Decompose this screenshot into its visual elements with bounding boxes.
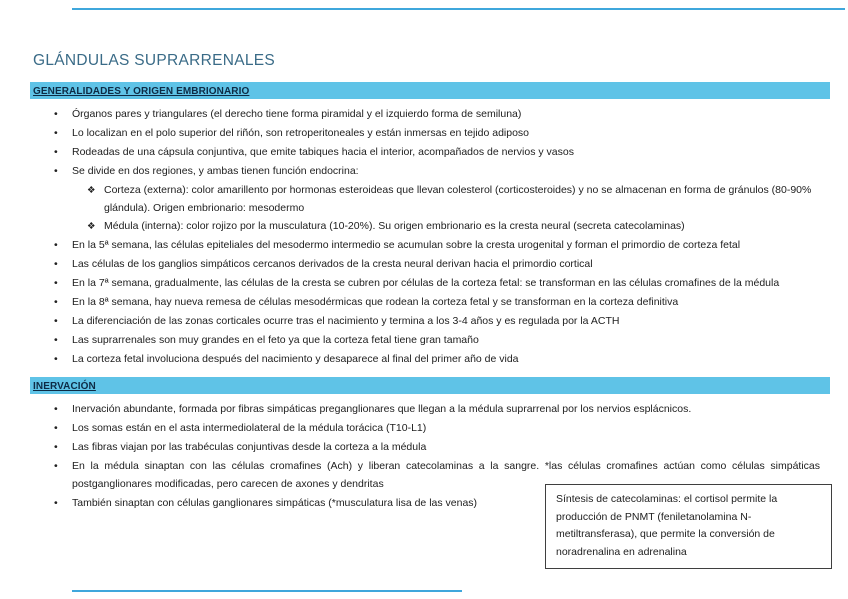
- list-item: [30, 163, 820, 181]
- top-accent-line: [72, 8, 845, 10]
- list-item: [30, 294, 820, 312]
- list-item-text: Órganos pares y triangulares (el derecho tiene forma piramidal y el izquierdo forma de semiluna): [72, 108, 522, 120]
- bullet-icon: •: [54, 127, 58, 139]
- list-item-text: La corteza fetal involuciona después del nacimiento y desaparece al final del primer año de vida: [72, 352, 519, 365]
- note-box: [545, 484, 832, 569]
- list-item: [30, 218, 820, 236]
- list-item: [30, 237, 820, 255]
- bullet-icon: •: [54, 146, 58, 158]
- bullet-icon: •: [54, 403, 58, 415]
- list-item-text: Las fibras viajan por las trabéculas conjuntivas desde la corteza a la médula: [72, 441, 427, 453]
- section-heading-label: GENERALIDADES Y ORIGEN EMBRIONARIO: [33, 86, 250, 97]
- bullet-icon: •: [54, 314, 58, 327]
- page-title: GLÁNDULAS SUPRARRENALES: [33, 52, 276, 69]
- bullet-icon: •: [54, 165, 58, 177]
- list-item-text: En la médula sinaptan con las células cromafines (Ach) y liberan catecolaminas a la sangre. *las células cromafines actúan como células simpáticas postganglionares modificadas, pero carecen de axones y dendritas: [72, 460, 820, 490]
- bottom-accent-line: [72, 590, 462, 592]
- list-item: [30, 420, 820, 438]
- list-item-text: También sinaptan con células ganglionares simpáticas (*musculatura lisa de las venas): [72, 496, 478, 509]
- section-heading: [30, 377, 830, 394]
- diamond-bullet-icon: ❖: [87, 185, 96, 196]
- list-item-text: Médula (interna): color rojizo por la musculatura (10-20%). Su origen embrionario es la cresta neural (secreta catecolaminas): [104, 220, 685, 232]
- list-item-text: En la 7ª semana, gradualmente, las células de la cresta se cubren por células de la corteza fetal: se transforman en las células cromafines de la médula: [72, 276, 780, 289]
- list-item-text: Lo localizan en el polo superior del riñón, son retroperitoneales y están inmersas en tejido adiposo: [72, 127, 530, 139]
- list-item: [30, 332, 820, 350]
- list-item: [30, 401, 820, 419]
- bullet-icon: •: [54, 441, 58, 453]
- bullet-list: [30, 106, 820, 368]
- list-item-text: Rodeadas de una cápsula conjuntiva, que emite tabiques hacia el interior, acompañados de nervios y vasos: [72, 146, 574, 158]
- list-item-text: Inervación abundante, formada por fibras simpáticas preganglionares que llegan a la médula suprarrenal por los nervios esplácnicos.: [72, 403, 692, 415]
- bullet-icon: •: [54, 295, 58, 308]
- list-item: [30, 351, 820, 369]
- list-item: [30, 182, 820, 217]
- list-item: [30, 144, 820, 162]
- section-heading-label: INERVACIÓN: [33, 381, 96, 392]
- bullet-icon: •: [54, 276, 58, 289]
- diamond-bullet-icon: ❖: [87, 221, 96, 232]
- sections-container: [30, 82, 830, 512]
- document-content: [30, 52, 830, 521]
- bullet-icon: •: [54, 422, 58, 434]
- list-item-text: Se divide en dos regiones, y ambas tienen función endocrina:: [72, 165, 359, 177]
- list-item: [30, 275, 820, 293]
- bullet-icon: •: [54, 496, 58, 509]
- section-heading: [30, 82, 830, 99]
- list-item-text: Los somas están en el asta intermediolateral de la médula torácica (T10-L1): [72, 422, 427, 434]
- bullet-icon: •: [54, 108, 58, 120]
- bullet-icon: •: [54, 238, 58, 251]
- list-item-text: En la 5ª semana, las células epiteliales del mesodermo intermedio se acumulan sobre la cresta urogenital y forman el primordio de corteza fetal: [72, 238, 741, 251]
- list-item: [30, 313, 820, 331]
- list-item-text: La diferenciación de las zonas corticales ocurre tras el nacimiento y termina a los 3-4 años y es regulada por la ACTH: [72, 314, 620, 327]
- bullet-icon: •: [54, 333, 58, 346]
- list-item: [30, 256, 820, 274]
- list-item: [30, 125, 820, 143]
- list-item-text: En la 8ª semana, hay nueva remesa de células mesodérmicas que rodean la corteza fetal y se transforman en la corteza definitiva: [72, 295, 679, 308]
- list-item: [30, 439, 820, 457]
- list-item-text: Corteza (externa): color amarillento por hormonas esteroideas que llevan colesterol (corticosteroides) y no se almacenan en forma de gránulos (80-90% glándula). Origen embrionario: mesodermo: [104, 184, 812, 214]
- list-item-text: Las suprarrenales son muy grandes en el feto ya que la corteza fetal tiene gran tamaño: [72, 333, 479, 346]
- note-box-text: Síntesis de catecolaminas: el cortisol permite la producción de PNMT (feniletanolamina N-metiltransferasa), que permite la conversión de noradrenalina en adrenalina: [556, 493, 778, 558]
- bullet-icon: •: [54, 460, 58, 472]
- list-item-text: Las células de los ganglios simpáticos cercanos derivados de la cresta neural derivan hacia el primordio cortical: [72, 257, 593, 270]
- list-item: [30, 106, 820, 124]
- bullet-icon: •: [54, 257, 58, 270]
- bullet-icon: •: [54, 352, 58, 365]
